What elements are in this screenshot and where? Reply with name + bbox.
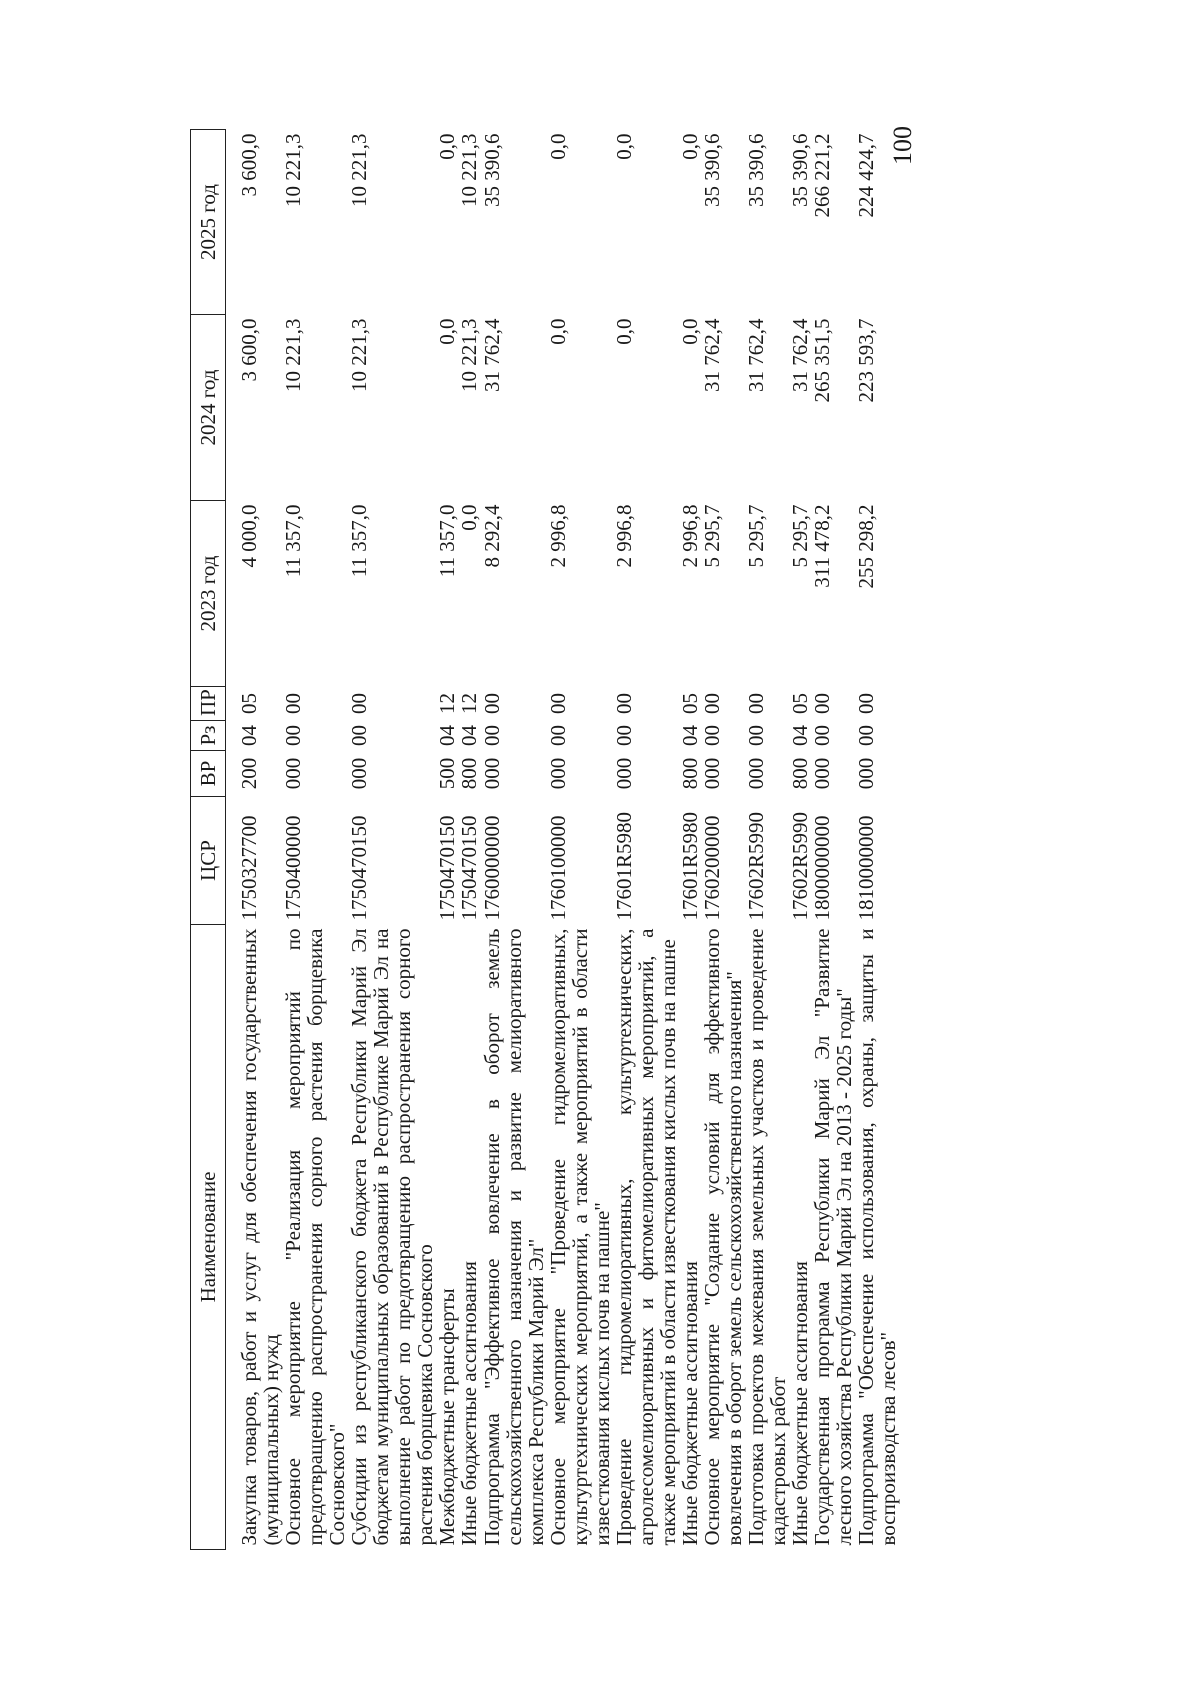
- row-value-2023: 4 000,0: [237, 504, 261, 568]
- row-value-2025: 0,0: [545, 133, 570, 160]
- row-rz-code: 00: [611, 725, 636, 746]
- row-value-2025: 3 600,0: [237, 133, 261, 197]
- row-pr-code: 00: [699, 693, 724, 714]
- table-row: [789, 130, 811, 1550]
- row-value-2024: 3 600,0: [237, 318, 261, 382]
- row-rz-code: 00: [854, 725, 879, 746]
- row-value-2024: 0,0: [545, 318, 570, 345]
- row-rz-code: 00: [545, 725, 570, 746]
- row-value-2025: 266 221,2: [810, 133, 835, 218]
- row-value-2024: 10 221,3: [347, 318, 372, 392]
- row-vr-code: 000: [744, 757, 769, 790]
- row-value-2025: 0,0: [435, 133, 460, 160]
- row-csr-code: 1750470150: [347, 815, 372, 921]
- row-vr-code: 500: [435, 757, 460, 790]
- row-csr-code: 1760000000: [479, 815, 504, 921]
- header-rz: Рз: [191, 721, 226, 751]
- row-pr-code: 12: [457, 693, 482, 714]
- row-csr-code: 1810000000: [854, 815, 879, 921]
- row-rz-code: 00: [810, 725, 835, 746]
- table-row: [458, 130, 480, 1550]
- header-csr: ЦСР: [191, 797, 226, 925]
- row-rz-code: 00: [347, 725, 372, 746]
- row-csr-code: 1760100000: [545, 815, 570, 921]
- row-vr-code: 800: [457, 757, 482, 790]
- table-row: [701, 130, 745, 1550]
- row-value-2024: 31 762,4: [744, 318, 769, 392]
- row-rz-code: 00: [744, 725, 769, 746]
- table-row: [855, 130, 899, 1550]
- row-rz-code: 04: [435, 725, 460, 746]
- row-csr-code: 1750327700: [237, 815, 261, 921]
- header-2023: 2023 год: [191, 501, 226, 687]
- row-name: Межбюджетные трансферты: [435, 1288, 460, 1546]
- row-vr-code: 000: [810, 757, 835, 790]
- row-value-2024: 0,0: [677, 318, 702, 345]
- row-value-2024: 0,0: [611, 318, 636, 345]
- row-value-2025: 35 390,6: [479, 133, 504, 207]
- row-pr-code: 00: [744, 693, 769, 714]
- row-vr-code: 000: [699, 757, 724, 790]
- row-pr-code: 00: [347, 693, 372, 714]
- row-value-2025: 35 390,6: [699, 133, 724, 207]
- row-vr-code: 000: [281, 757, 306, 790]
- table-body: [226, 130, 900, 1550]
- row-vr-code: 000: [854, 757, 879, 790]
- row-vr-code: 000: [347, 757, 372, 790]
- row-rz-code: 00: [281, 725, 306, 746]
- row-value-2024: 0,0: [435, 318, 460, 345]
- page-number: 100: [888, 126, 917, 165]
- row-value-2024: 31 762,4: [479, 318, 504, 392]
- row-pr-code: 00: [854, 693, 879, 714]
- row-value-2023: 2 996,8: [545, 504, 570, 568]
- row-value-2023: 11 357,0: [347, 504, 372, 578]
- row-name: Субсидии из республиканского бюджета Республики Марий Эл бюджетам муниципальных образований в Республике Марий Эл на выполнение работ по предотвращению распространения сорного растения борщевика Сосновского: [347, 928, 438, 1546]
- row-pr-code: 12: [435, 693, 460, 714]
- row-rz-code: 04: [677, 725, 702, 746]
- row-vr-code: 000: [611, 757, 636, 790]
- budget-table: [190, 129, 899, 1550]
- row-value-2024: 31 762,4: [699, 318, 724, 392]
- row-csr-code: 1750400000: [281, 815, 306, 921]
- row-rz-code: 00: [699, 725, 724, 746]
- row-pr-code: 00: [810, 693, 835, 714]
- row-value-2023: 2 996,8: [611, 504, 636, 568]
- row-vr-code: 800: [677, 757, 702, 790]
- row-pr-code: 00: [545, 693, 570, 714]
- row-pr-code: 00: [281, 693, 306, 714]
- table-row: [679, 130, 701, 1550]
- row-value-2023: 255 298,2: [854, 504, 879, 589]
- row-vr-code: 000: [545, 757, 570, 790]
- row-value-2023: 0,0: [457, 504, 482, 531]
- row-csr-code: 1760200000: [699, 815, 724, 921]
- row-csr-code: 17602R5990: [744, 811, 769, 921]
- row-value-2025: 35 390,6: [788, 133, 813, 207]
- row-csr-code: 1800000000: [810, 815, 835, 921]
- table-row: [282, 130, 348, 1550]
- row-value-2024: 265 351,5: [810, 318, 835, 403]
- row-name: Иные бюджетные ассигнования: [677, 1261, 702, 1546]
- row-csr-code: 1750470150: [435, 815, 460, 921]
- row-value-2023: 2 996,8: [677, 504, 702, 568]
- row-value-2025: 10 221,3: [347, 133, 372, 207]
- row-value-2025: 35 390,6: [744, 133, 769, 207]
- row-value-2023: 5 295,7: [788, 504, 813, 568]
- header-2025: 2025 год: [191, 130, 226, 315]
- row-pr-code: 05: [677, 693, 702, 714]
- row-csr-code: 17601R5980: [677, 811, 702, 921]
- row-csr-code: 17601R5980: [611, 811, 636, 921]
- row-value-2024: 10 221,3: [457, 318, 482, 392]
- row-value-2023: 5 295,7: [699, 504, 724, 568]
- row-value-2024: 10 221,3: [281, 318, 306, 392]
- table-row: [436, 130, 458, 1550]
- table-row: [226, 130, 283, 1550]
- row-pr-code: 00: [611, 693, 636, 714]
- row-vr-code: 800: [788, 757, 813, 790]
- table-row: [547, 130, 613, 1550]
- rotated-page-content: [190, 130, 970, 1550]
- row-name: Подпрограмма "Обеспечение использования, охраны, защиты и воспроизводства лесов": [854, 928, 901, 1546]
- row-name: Проведение гидромелиоративных, культуртехнических, агролесомелиоративных и фитомелиоративных мероприятий, а также мероприятий в области известкования кислых почв на пашне: [611, 928, 680, 1546]
- table-row: [811, 130, 855, 1550]
- row-value-2023: 11 357,0: [281, 504, 306, 578]
- row-vr-code: 000: [479, 757, 504, 790]
- row-value-2023: 8 292,4: [479, 504, 504, 568]
- header-name: Наименование: [191, 925, 226, 1550]
- row-pr-code: 00: [479, 693, 504, 714]
- row-name: Подпрограмма "Эффективное вовлечение в оборот земель сельскохозяйственного назначения и развитие мелиоративного комплекса Республики Марий Эл": [479, 928, 548, 1546]
- table-row: [745, 130, 789, 1550]
- table-row: [613, 130, 679, 1550]
- table-row: [481, 130, 547, 1550]
- row-value-2024: 31 762,4: [788, 318, 813, 392]
- row-vr-code: 200: [237, 757, 261, 790]
- row-pr-code: 05: [237, 693, 261, 714]
- row-rz-code: 04: [788, 725, 813, 746]
- header-2024: 2024 год: [191, 315, 226, 501]
- row-rz-code: 04: [237, 725, 261, 746]
- row-name: Государственная программа Республики Марий Эл "Развитие лесного хозяйства Республики Марий Эл на 2013 - 2025 годы": [810, 928, 857, 1546]
- row-value-2023: 311 478,2: [810, 504, 835, 588]
- row-value-2024: 223 593,7: [854, 318, 879, 403]
- row-name: Подготовка проектов межевания земельных участков и проведение кадастровых работ: [744, 928, 791, 1546]
- row-csr-code: 17602R5990: [788, 811, 813, 921]
- header-pr: ПР: [191, 687, 226, 721]
- row-rz-code: 00: [479, 725, 504, 746]
- row-name: Иные бюджетные ассигнования: [457, 1261, 482, 1546]
- table-row: [348, 130, 436, 1550]
- row-value-2025: 0,0: [677, 133, 702, 160]
- row-name: Основное мероприятие "Реализация мероприятий по предотвращению распространения сорного растения борщевика Сосновского": [281, 928, 350, 1546]
- row-name: Основное мероприятие "Создание условий для эффективного вовлечения в оборот земель сельскохозяйственного назначения": [699, 928, 747, 1546]
- row-value-2023: 11 357,0: [435, 504, 460, 578]
- header-vr: ВР: [191, 751, 226, 797]
- row-value-2023: 5 295,7: [744, 504, 769, 568]
- row-name: Основное мероприятие "Проведение гидромелиоративных, культуртехнических мероприятий, а также мероприятий в области известкования кислых почв на пашне": [545, 928, 614, 1546]
- row-pr-code: 05: [788, 693, 813, 714]
- row-value-2025: 224 424,7: [854, 133, 879, 218]
- row-value-2025: 10 221,3: [281, 133, 306, 207]
- row-csr-code: 1750470150: [457, 815, 482, 921]
- row-name: Закупка товаров, работ и услуг для обеспечения государственных (муниципальных) нужд: [237, 928, 284, 1546]
- table-header-row: [191, 130, 226, 1550]
- row-name: Иные бюджетные ассигнования: [788, 1261, 813, 1546]
- row-rz-code: 04: [457, 725, 482, 746]
- row-value-2025: 0,0: [611, 133, 636, 160]
- row-value-2025: 10 221,3: [457, 133, 482, 207]
